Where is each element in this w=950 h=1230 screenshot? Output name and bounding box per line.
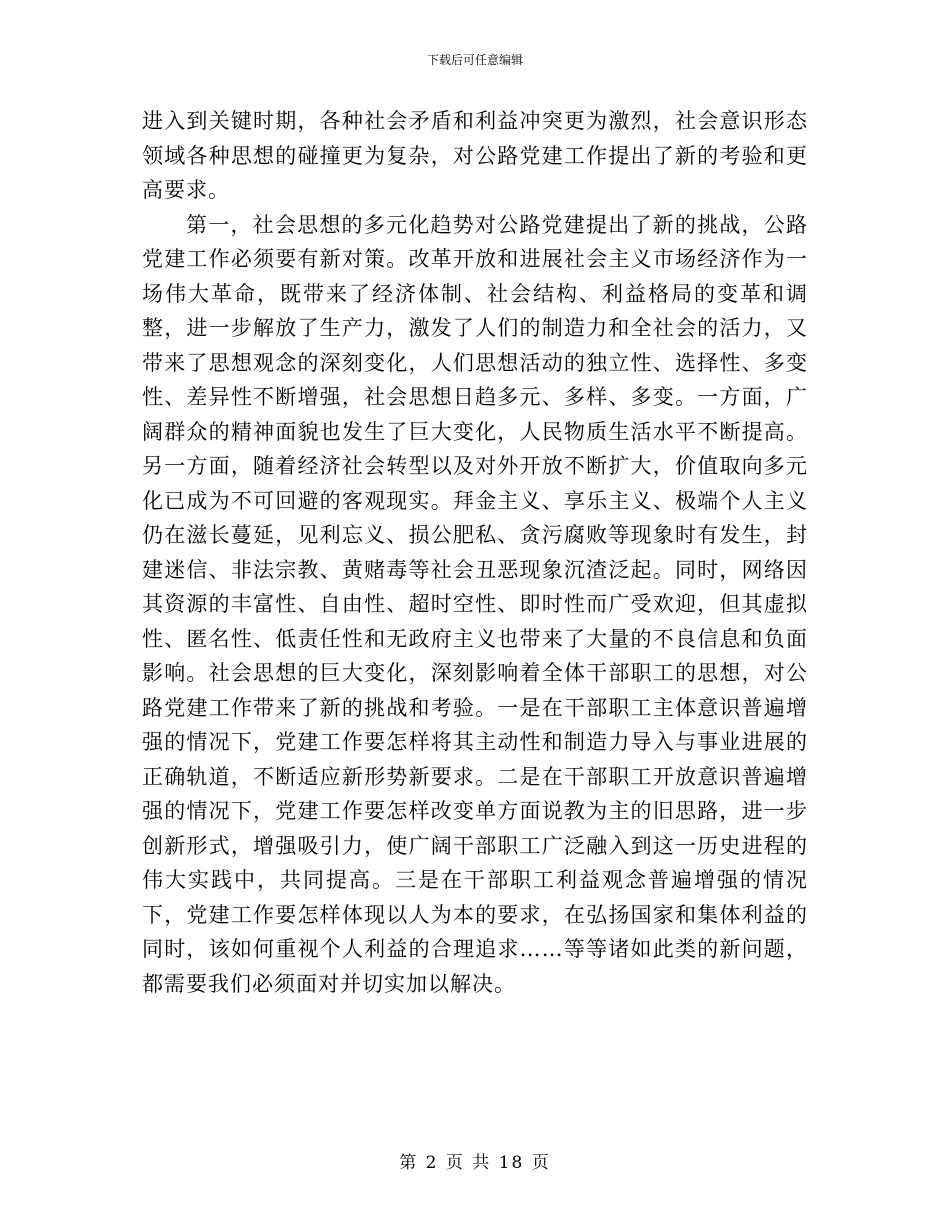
paragraph-1: 进入到关键时期，各种社会矛盾和利益冲突更为激烈，社会意识形态领域各种思想的碰撞更为复杂，对公路党建工作提出了新的考验和更高要求。 [142,109,808,202]
page-footer: 第 2 页 共 18 页 [399,1153,551,1173]
page-header: 下载后可任意编辑 [426,53,523,67]
paragraph-2: 第一，社会思想的多元化趋势对公路党建提出了新的挑战，公路党建工作必须要有新对策。改革开放和进展社会主义市场经济作为一场伟大革命，既带来了经济体制、社会结构、利益格局的变革和调整，进一步解放了生产力，激发了人们的制造力和全社会的活力，又带来了思想观念的深刻变化，人们思想活动的独立性、选择性、多变性、差异性不断增强，社会思想日趋多元、多样、多变。一方面，广阔群众的精神面貌也发生了巨大变化，人民物质生活水平不断提高。另一方面，随着经济社会转型以及对外开放不断扩大，价值取向多元化已成为不可回避的客观现实。拜金主义、享乐主义、极端个人主义仍在滋长蔓延，见利忘义、损公肥私、贪污腐败等现象时有发生，封建迷信、非法宗教、黄赌毒等社会丑恶现象沉渣泛起。同时，网络因其资源的丰富性、自由性、超时空性、即时性而广受欢迎，但其虚拟性、匿名性、低责任性和无政府主义也带来了大量的不良信息和负面影响。社会思想的巨大变化，深刻影响着全体干部职工的思想，对公路党建工作带来了新的挑战和考验。一是在干部职工主体意识普遍增强的情况下，党建工作要怎样将其主动性和制造力导入与事业进展的正确轨道，不断适应新形势新要求。二是在干部职工开放意识普遍增强的情况下，党建工作要怎样改变单方面说教为主的旧思路，进一步创新形式，增强吸引力，使广阔干部职工广泛融入到这一历史进程的伟大实践中，共同提高。三是在干部职工利益观念普遍增强的情况下，党建工作要怎样体现以人为本的要求，在弘扬国家和集体利益的同时，该如何重视个人利益的合理追求……等等诸如此类的新问题，都需要我们必须面对并切实加以解决。 [142,212,808,996]
document-body [142,104,808,1001]
